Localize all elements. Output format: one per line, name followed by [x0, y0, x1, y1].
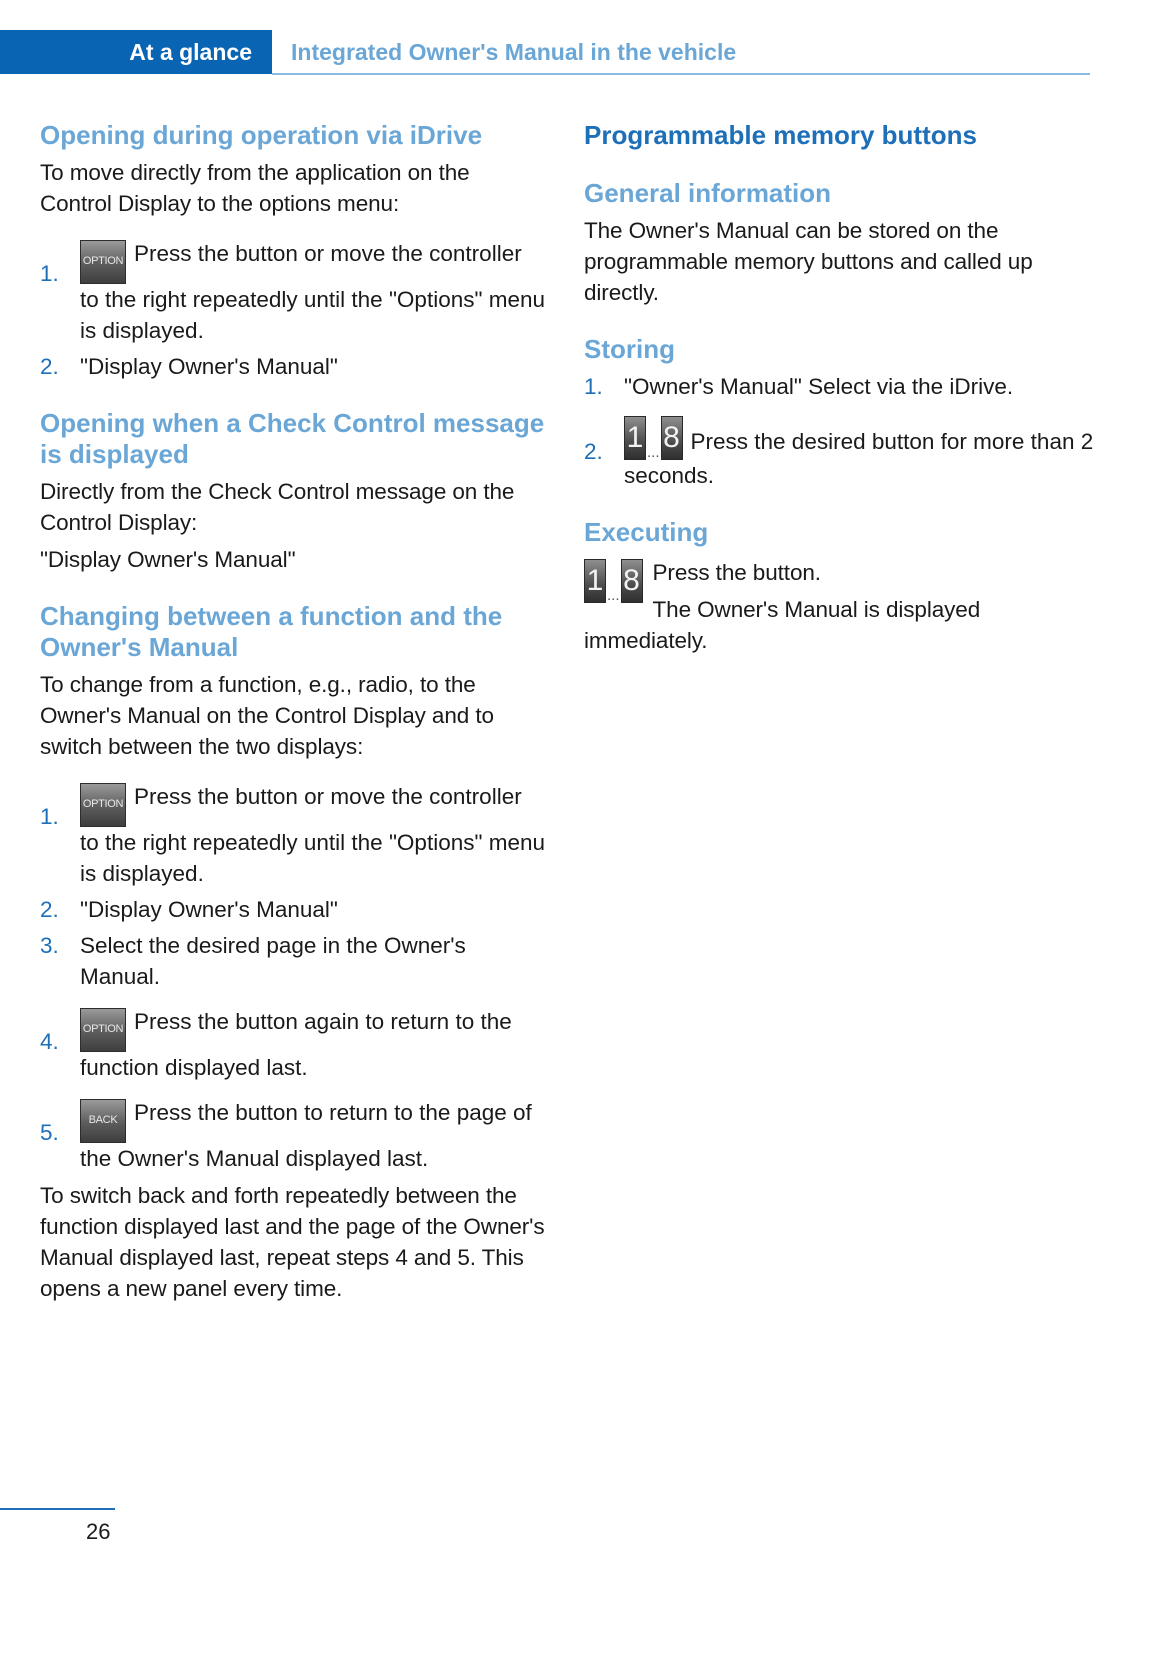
- right-column: [584, 120, 1099, 656]
- step-number: 2.: [40, 897, 59, 922]
- step-number: 1.: [40, 804, 59, 829]
- heading-executing: Executing: [584, 517, 709, 547]
- list-item: [40, 238, 545, 346]
- ellipsis-icon: ...: [607, 587, 620, 604]
- executing-line1: Press the button.: [652, 560, 821, 585]
- list-item: [40, 1097, 545, 1174]
- changing-intro: To change from a function, e.g., radio, to the Owner's Manual on the Control Display and to switch between the two displays:: [40, 672, 494, 759]
- heading-storing: Storing: [584, 334, 675, 364]
- list-item: [40, 1006, 545, 1083]
- idrive-steps: [40, 238, 545, 382]
- step-number: 3.: [40, 933, 59, 958]
- option-button-icon: OPTION: [80, 1008, 126, 1052]
- idrive-intro: To move directly from the application on the Control Display to the options menu:: [40, 160, 470, 216]
- step-text: Press the button or move the controller to the right repeatedly until the "Options" menu is displayed.: [80, 784, 545, 886]
- list-item: [584, 371, 1099, 402]
- step-text: "Display Owner's Manual": [80, 354, 338, 379]
- step-number: 5.: [40, 1120, 59, 1145]
- list-item: [40, 930, 545, 992]
- list-item: [40, 894, 545, 925]
- step-text: Select the desired page in the Owner's Manual.: [80, 933, 466, 989]
- step-text: Press the button or move the controller to the right repeatedly until the "Options" menu is displayed.: [80, 241, 545, 343]
- left-column: [40, 120, 545, 1304]
- heading-memory-buttons: Programmable memory buttons: [584, 120, 977, 150]
- list-item: [40, 351, 545, 382]
- step-number: 2.: [584, 439, 603, 464]
- step-text: "Display Owner's Manual": [80, 897, 338, 922]
- step-number: 1.: [584, 374, 603, 399]
- heading-changing: Changing between a function and the Owner's Manual: [40, 601, 503, 662]
- step-text: Press the desired button for more than 2 seconds.: [624, 429, 1094, 488]
- step-text: Press the button again to return to the function displayed last.: [80, 1009, 512, 1080]
- memory-key-1-icon: 1: [584, 559, 606, 603]
- memory-key-8-icon: 8: [621, 559, 643, 603]
- option-button-icon: OPTION: [80, 783, 126, 827]
- heading-opening-idrive: Opening during operation via iDrive: [40, 120, 483, 150]
- check-control-text: Directly from the Check Control message on the Control Display:: [40, 479, 515, 535]
- storing-steps: [584, 371, 1099, 491]
- heading-general-information: General information: [584, 178, 832, 208]
- general-text: The Owner's Manual can be stored on the programmable memory buttons and called up directly.: [584, 218, 1033, 305]
- memory-buttons-icon: [624, 416, 683, 460]
- changing-outro: To switch back and forth repeatedly between the function displayed last and the page of the Owner's Manual displayed last, repeat steps 4 and 5. This opens a new panel every time.: [40, 1183, 545, 1301]
- ellipsis-icon: ...: [647, 444, 660, 461]
- option-button-icon: OPTION: [80, 240, 126, 284]
- footer-divider: [0, 1508, 115, 1510]
- list-item: [40, 781, 545, 889]
- header-title: Integrated Owner's Manual in the vehicle: [291, 39, 737, 65]
- step-number: 2.: [40, 354, 59, 379]
- heading-check-control: Opening when a Check Control message is displayed: [40, 408, 545, 469]
- step-number: 4.: [40, 1029, 59, 1054]
- step-text: "Owner's Manual" Select via the iDrive.: [624, 374, 1014, 399]
- check-control-quote: "Display Owner's Manual": [40, 547, 296, 572]
- executing-block: [584, 557, 1099, 656]
- memory-buttons-icon: [584, 559, 643, 603]
- step-number: 1.: [40, 261, 59, 286]
- memory-key-1-icon: 1: [624, 416, 646, 460]
- list-item: [584, 416, 1099, 491]
- changing-steps: [40, 781, 545, 1174]
- executing-line2: The Owner's Manual is displayed immediately.: [584, 597, 981, 653]
- header-section-tab: At a glance: [0, 30, 272, 74]
- back-button-icon: BACK: [80, 1099, 126, 1143]
- step-text: Press the button to return to the page of the Owner's Manual displayed last.: [80, 1100, 532, 1171]
- memory-key-8-icon: 8: [661, 416, 683, 460]
- header-divider: [272, 73, 1090, 75]
- page-number: 26: [86, 1519, 111, 1544]
